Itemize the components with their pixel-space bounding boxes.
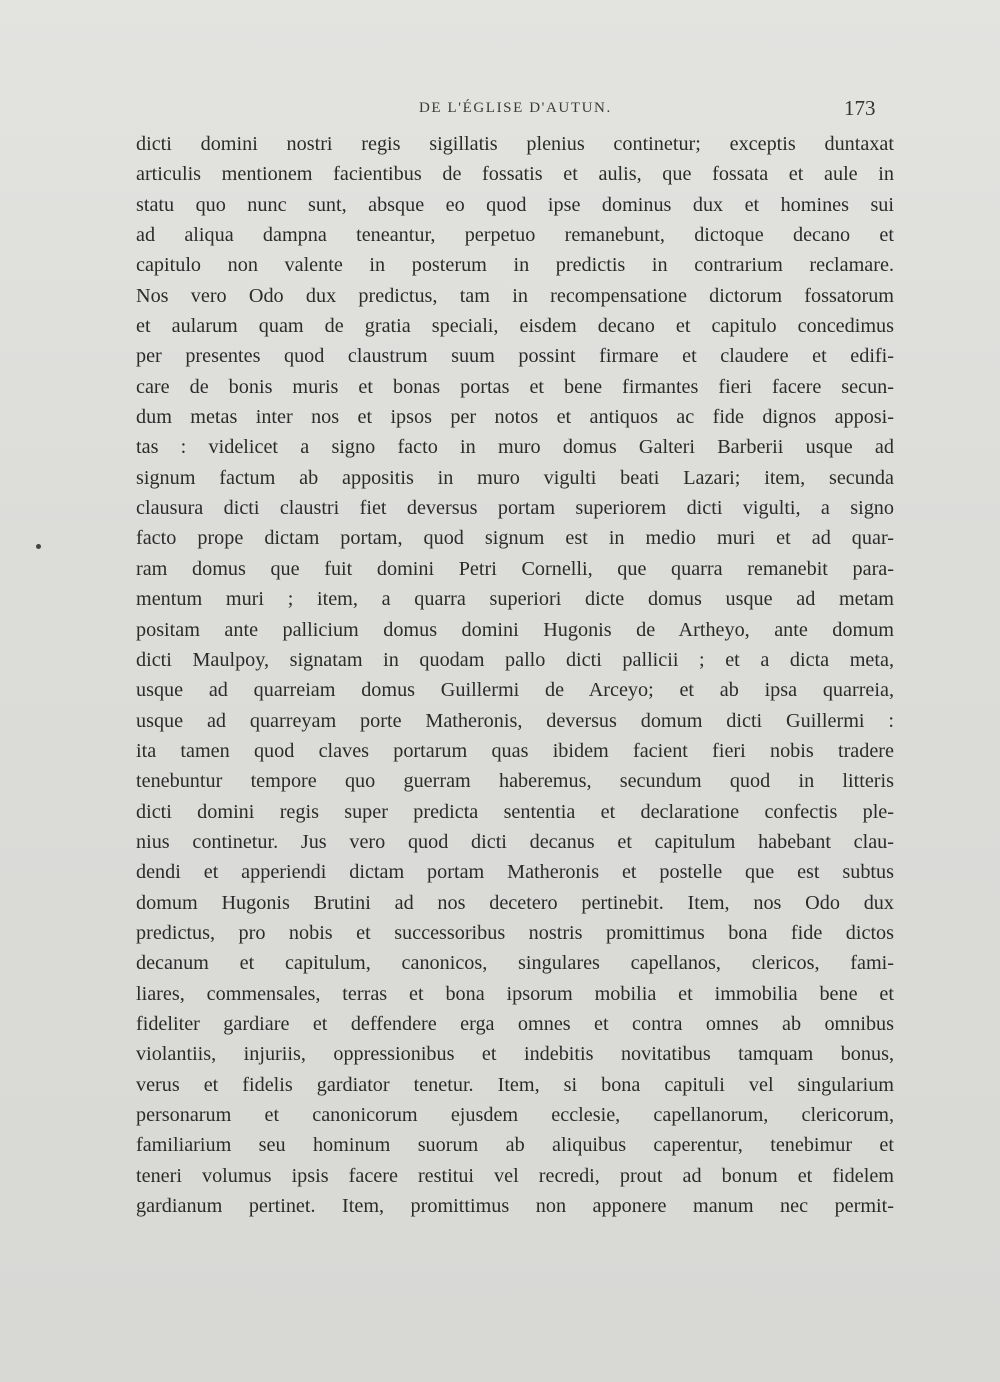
text-line: signum factum ab appositis in muro vigulti beati Lazari; item, secunda <box>136 466 894 489</box>
text-line: ita tamen quod claves portarum quas ibidem facient fieri nobis tradere <box>136 739 894 762</box>
text-line: domum Hugonis Brutini ad nos decetero pertinebit. Item, nos Odo dux <box>136 891 894 914</box>
text-line: facto prope dictam portam, quod signum est in medio muri et ad quar- <box>136 527 894 550</box>
body-text <box>136 129 894 1221</box>
text-line: tas : videlicet a signo facto in muro domus Galteri Barberii usque ad <box>136 436 894 459</box>
text-line: personarum et canonicorum ejusdem ecclesie, capellanorum, clericorum, <box>136 1104 894 1126</box>
text-line: dicti domini regis super predicta sententia et declaratione confectis ple- <box>136 800 894 823</box>
text-line: familiarium seu hominum suorum ab aliquibus caperentur, tenebimur et <box>136 1134 894 1157</box>
text-line: fideliter gardiare et deffendere erga omnes et contra omnes ab omnibus <box>136 1012 894 1035</box>
text-line: predictus, pro nobis et successoribus nostris promittimus bona fide dictos <box>136 921 894 944</box>
text-line: mentum muri ; item, a quarra superiori dicte domus usque ad metam <box>136 588 894 611</box>
text-line: statu quo nunc sunt, absque eo quod ipse dominus dux et homines sui <box>136 193 894 216</box>
text-line: gardianum pertinet. Item, promittimus non apponere manum nec permit- <box>136 1195 894 1218</box>
running-head-title: DE L'ÉGLISE D'AUTUN. <box>419 100 612 116</box>
text-line: usque ad quarreiam domus Guillermi de Arceyo; et ab ipsa quarreia, <box>136 679 894 702</box>
text-line: teneri volumus ipsis facere restitui vel recredi, prout ad bonum et fidelem <box>136 1164 894 1187</box>
text-line: Nos vero Odo dux predictus, tam in recompensatione dictorum fossatorum <box>136 284 894 307</box>
text-line: liares, commensales, terras et bona ipsorum mobilia et immobilia bene et <box>136 982 894 1005</box>
text-line: usque ad quarreyam porte Matheronis, deversus domum dicti Guillermi : <box>136 709 894 732</box>
text-line: dicti domini nostri regis sigillatis plenius continetur; exceptis duntaxat <box>136 133 894 155</box>
text-line: violantiis, injuriis, oppressionibus et indebitis novitatibus tamquam bonus, <box>136 1043 894 1066</box>
text-line: tenebuntur tempore quo guerram haberemus, secundum quod in litteris <box>136 770 894 793</box>
text-line: dum metas inter nos et ipsos per notos et antiquos ac fide dignos apposi- <box>136 406 894 429</box>
text-line: positam ante pallicium domus domini Hugonis de Artheyo, ante domum <box>136 618 894 641</box>
text-line: verus et fidelis gardiator tenetur. Item, si bona capituli vel singularium <box>136 1073 894 1096</box>
text-line: articulis mentionem facientibus de fossatis et aulis, que fossata et aule in <box>136 163 894 186</box>
text-line: capitulo non valente in posterum in predictis in contrarium reclamare. <box>136 254 894 277</box>
text-line: et aularum quam de gratia speciali, eisdem decano et capitulo concedimus <box>136 315 894 338</box>
text-line: care de bonis muris et bonas portas et bene firmantes fieri facere secun- <box>136 375 894 398</box>
text-line: nius continetur. Jus vero quod dicti decanus et capitulum habebant clau- <box>136 830 894 853</box>
ink-speck <box>36 544 41 549</box>
text-line: per presentes quod claustrum suum possint firmare et claudere et edifi- <box>136 345 894 368</box>
text-line: decanum et capitulum, canonicos, singulares capellanos, clericos, fami- <box>136 952 894 975</box>
text-line: clausura dicti claustri fiet deversus portam superiorem dicti vigulti, a signo <box>136 497 894 520</box>
text-line: dicti Maulpoy, signatam in quodam pallo dicti pallicii ; et a dicta meta, <box>136 648 894 671</box>
running-head <box>0 96 1000 122</box>
text-line: ram domus que fuit domini Petri Cornelli, que quarra remanebit para- <box>136 557 894 580</box>
page-number: 173 <box>844 96 876 120</box>
text-line: dendi et apperiendi dictam portam Matheronis et postelle que est subtus <box>136 861 894 884</box>
text-line: ad aliqua dampna teneantur, perpetuo remanebunt, dictoque decano et <box>136 224 894 247</box>
